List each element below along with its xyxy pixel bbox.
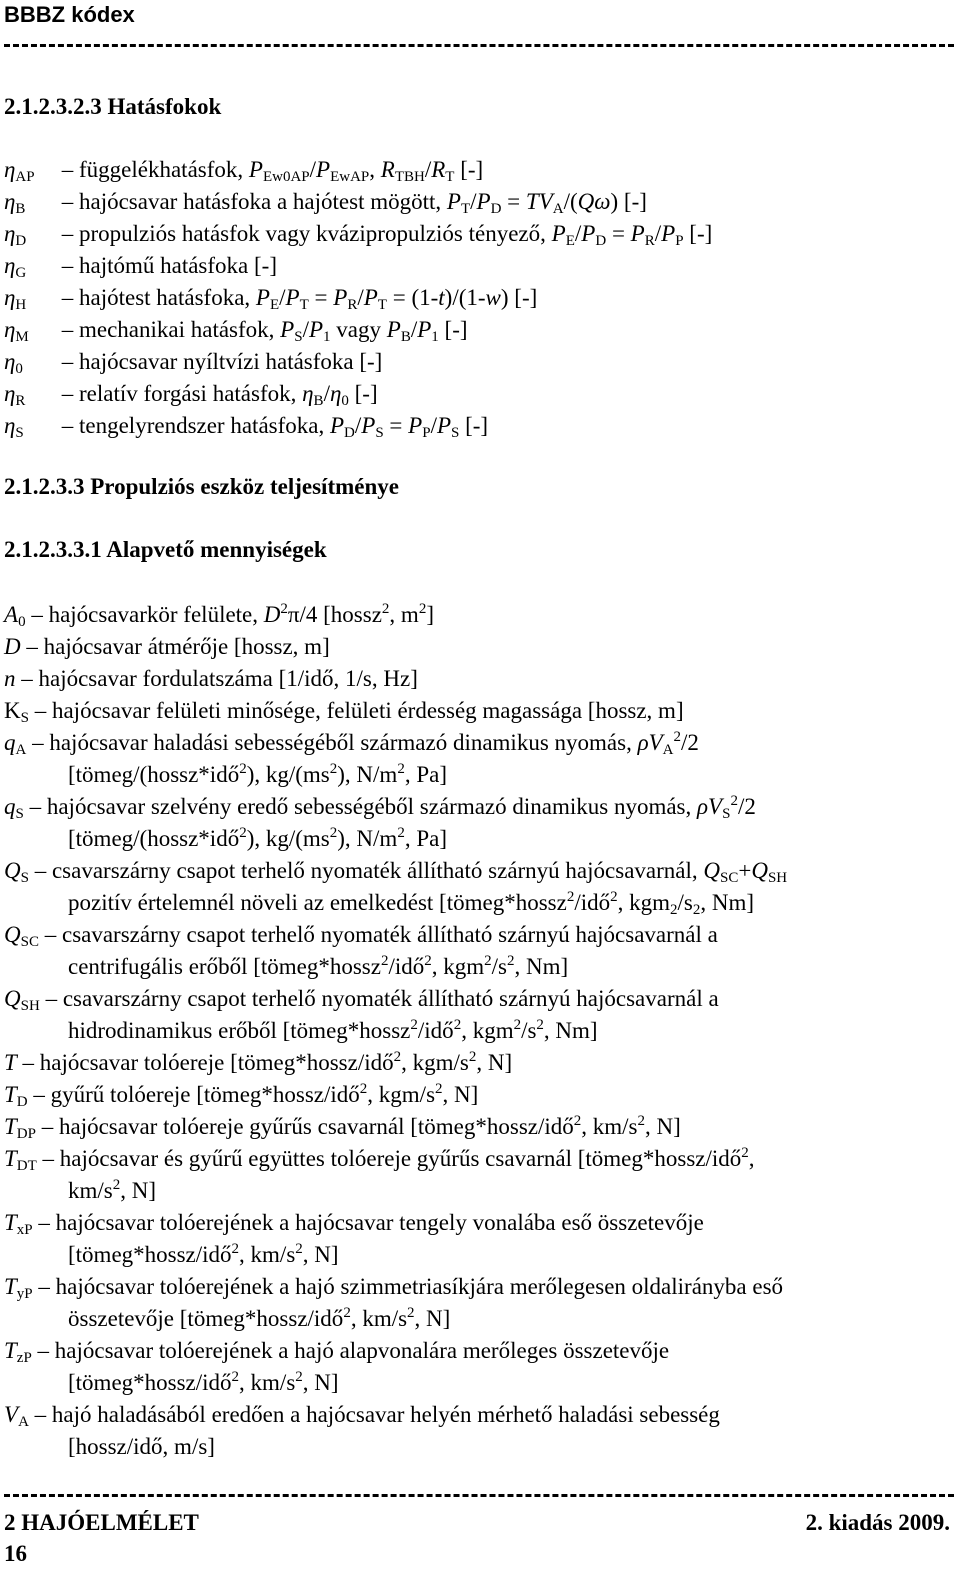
list-item: D – hajócsavar átmérője [hossz, m] [4,634,330,659]
list-item: $T_D$ – gyűrű tolóereje [tömeg*hossz/idő$^2$, kgm/$s^2$, N] [4,1081,479,1110]
section-heading-basic-quantities: 2.1.2.3.3.1 Alapvető mennyiségek [4,537,327,562]
section-heading-performance: 2.1.2.3.3 Propulziós eszköz teljesítménye [4,474,399,499]
list-item: n – hajócsavar fordulatszáma [1/idő, 1/s, Hz] [4,666,418,691]
list-item-continuation: hidrodinamikus erőből [tömeg*hossz$^2$/idő$^2$, $kgm^2/s^2$, Nm] [68,1017,598,1043]
list-item: $\eta_B$ – hajócsavar hatásfoka a hajótest mögött, $P_T/P_D = TV_A/(Q\omega)$ [-] [4,189,647,217]
list-item: T – hajócsavar tolóereje [tömeg*hossz/idő$^2$, kgm/$s^2$, N] [4,1049,513,1075]
header-rule [4,44,954,47]
list-item-continuation: [tömeg/(hossz*idő$^2$), $kg/(ms^2)$, $N/m^2$, Pa] [68,761,447,787]
footer-edition: 2. kiadás 2009. [805,1510,950,1535]
list-item: $V_A$ – hajó haladásából eredően a hajócsavar helyén mérhető haladási sebesség [4,1402,720,1430]
list-item: $Q_{SH}$ – csavarszárny csapot terhelő nyomaték állítható szárnyú hajócsavarnál a [4,986,719,1014]
list-item: $T_{zP}$ – hajócsavar tolóerejének a hajó alapvonalára merőleges összetevője [4,1338,670,1366]
list-item: $\eta_R$ – relatív forgási hatásfok, $\eta_B/\eta_0$ [-] [4,381,378,409]
section-heading-efficiencies: 2.1.2.3.2.3 Hatásfokok [4,94,222,119]
list-item: $\eta_M$ – mechanikai hatásfok, $P_S/P_1$ vagy $P_B/P_1$ [-] [4,317,468,345]
list-item: $q_A$ – hajócsavar haladási sebességéből származó dinamikus nyomás, $\rho V_A^2/2$ [4,729,699,758]
list-item: $\eta_S$ – tengelyrendszer hatásfoka, $P_D/P_S = P_P/P_S$ [-] [4,413,489,441]
page-number: 16 [4,1541,27,1566]
document-header-title: BBBZ kódex [4,2,135,27]
list-item-continuation: [tömeg*hossz/idő$^2$, $km/s^2$, N] [68,1241,339,1267]
list-item: $T_{yP}$ – hajócsavar tolóerejének a hajó szimmetriasíkjára merőlegesen oldalirányba eső [4,1274,784,1302]
list-item-continuation: pozitív értelemnél növeli az emelkedést [tömeg*hossz$^2$/idő$^2$, $kgm_2/s_2$, Nm] [68,889,754,918]
list-item-continuation: $km/s^2$, N] [68,1177,157,1203]
list-item: $\eta_G$ – hajtómű hatásfoka [-] [4,253,277,281]
list-item-continuation: [hossz/idő, m/s] [68,1434,215,1459]
list-item: $q_S$ – hajócsavar szelvény eredő sebességéből származó dinamikus nyomás, $\rho V_S^2/2$ [4,793,756,822]
list-item: $Q_S$ – csavarszárny csapot terhelő nyomaték állítható szárnyú hajócsavarnál, $Q_{SC}+Q_{SH}$ [4,858,788,886]
list-item: $\eta_H$ – hajótest hatásfoka, $P_E/P_T = P_R/P_T = (1-t)/(1-w)$ [-] [4,285,538,313]
list-item: $\eta_{AP}$ – függelékhatásfok, $P_{Ew0AP}/P_{EwAP}$, $R_{TBH}/R_T$ [-] [4,157,484,185]
footer-rule [4,1494,954,1497]
list-item-continuation: összetevője [tömeg*hossz/idő$^2$, $km/s^2$, N] [68,1305,451,1331]
list-item-continuation: [tömeg/(hossz*idő$^2$), $kg/(ms^2)$, $N/m^2$, Pa] [68,825,447,851]
list-item: $\eta_D$ – propulziós hatásfok vagy kvázipropulziós tényező, $P_E/P_D = P_R/P_P$ [-] [4,221,713,249]
list-item: $T_{DP}$ – hajócsavar tolóereje gyűrűs csavarnál [tömeg*hossz/idő$^2$, $km/s^2$, N] [4,1113,681,1142]
list-item: $A_0$ – hajócsavarkör felülete, $D^2\pi/4$ [hossz$^2$, $m^2$] [4,601,434,630]
list-item: $\eta_0$ – hajócsavar nyíltvízi hatásfoka [-] [4,349,383,377]
list-item: $K_S$ – hajócsavar felületi minősége, felületi érdesség magassága [hossz, m] [4,698,684,726]
footer-chapter: 2 HAJÓELMÉLET [4,1510,199,1535]
list-item: $T_{DT}$ – hajócsavar és gyűrű együttes tolóereje gyűrűs csavarnál [tömeg*hossz/idő$^2$, [4,1145,755,1174]
list-item-continuation: centrifugális erőből [tömeg*hossz$^2$/idő$^2$, $kgm^2/s^2$, Nm] [68,953,569,979]
list-item: $T_{xP}$ – hajócsavar tolóerejének a hajócsavar tengely vonalába eső összetevője [4,1210,704,1238]
list-item-continuation: [tömeg*hossz/idő$^2$, $km/s^2$, N] [68,1369,339,1395]
list-item: $Q_{SC}$ – csavarszárny csapot terhelő nyomaték állítható szárnyú hajócsavarnál a [4,922,718,950]
